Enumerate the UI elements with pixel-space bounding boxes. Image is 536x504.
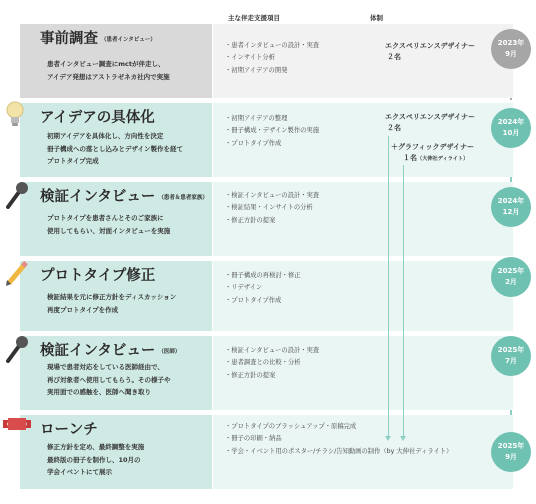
arrow-down-icon	[385, 436, 391, 441]
phase-title: 事前調査 （患者インタビュー）	[40, 31, 156, 47]
phase-detail	[213, 103, 513, 177]
microphone-icon	[4, 334, 30, 364]
phase-summary	[20, 24, 212, 98]
lightbulb-icon	[4, 100, 26, 130]
phase-detail	[213, 182, 513, 256]
support-items: ・ 初期アイデアの整理 ・ 冊子構成・デザイン製作の実施 ・ プロトタイプ作成	[225, 113, 319, 150]
phase-detail	[213, 415, 513, 489]
phase-row-prototype-fix	[0, 261, 536, 331]
phase-title: 検証インタビュー （患者＆患者家族）	[40, 189, 208, 205]
support-items: ・ プロトタイプのブラッシュアップ・原稿完成 ・ 冊子の印刷・納品 ・ 学会・イベント用のポスター/チラシ/告知動画の制作（by 大伸社ディライト）	[225, 421, 452, 458]
arrow-line	[388, 136, 389, 436]
date-badge: 2025年 7月	[491, 336, 531, 376]
date-badge: 2024年 12月	[491, 187, 531, 227]
phase-summary	[20, 103, 212, 177]
phase-description: 検証結果を元に修正方針をディスカッション 再度プロトタイプを作成	[47, 293, 177, 314]
phase-row-pre-research	[0, 24, 536, 98]
phase-title: ローンチ	[40, 422, 98, 438]
pencil-icon	[4, 259, 30, 287]
date-badge: 2025年 2月	[491, 257, 531, 297]
phase-title: アイデアの具体化	[40, 110, 155, 126]
phase-row-idea	[0, 103, 536, 177]
arrow-down-icon	[400, 436, 406, 441]
support-items: ・ 患者インタビューの設計・実査 ・ インサイト分析 ・ 初期アイデアの開発	[225, 40, 319, 77]
support-items: ・ 検証インタビューの設計・実査 ・ 検証結果・インサイトの分析 ・ 修正方針の提案	[225, 190, 319, 227]
phase-description: 初期アイデアを具体化し、方向性を決定 冊子構成への落とし込みとデザイン製作を経て プロトタイプ完成	[47, 132, 184, 165]
phase-description: プロトタイプを患者さんとそのご家族に 使用してもらい、対面インタビューを実施	[47, 214, 171, 235]
phase-row-launch	[0, 415, 536, 489]
team-system-extra: ＋グラフィックデザイナー １名（大伸社ディライト）	[391, 143, 474, 162]
support-items: ・ 検証インタビューの設計・実査 ・ 患者調査との比較・分析 ・ 修正方針の提案	[225, 345, 319, 382]
phase-description: 現場で患者対応をしている医師経由で、 再び対象者へ使用してもらう。その様子や 実用面での感触を、医師へ聞き取り	[47, 363, 171, 396]
phase-title: 検証インタビュー （医師）	[40, 343, 181, 359]
ribbon-icon	[3, 417, 31, 433]
phase-summary	[20, 415, 212, 489]
phase-description: 患者インタビュー調査にmctが伴走し、 アイデア発想はアストラゼネカ社内で実施	[47, 60, 170, 81]
phase-row-verification-patient	[0, 182, 536, 256]
arrow-line	[403, 165, 404, 436]
phase-description: 修正方針を定め、最終調整を実施 最終版の冊子を制作し、10月の 学会イベントにて展示	[47, 443, 145, 476]
phase-detail	[213, 261, 513, 331]
phase-row-verification-doctor	[0, 336, 536, 410]
date-badge: 2025年 9月	[491, 432, 531, 472]
date-badge: 2023年 9月	[491, 29, 531, 69]
support-items: ・ 冊子構成の再検討・修正 ・ リデザイン ・ プロトタイプ作成	[225, 270, 301, 307]
phase-detail	[213, 336, 513, 410]
team-system: エクスペリエンスデザイナー ２名	[385, 113, 475, 132]
system-header: 体制	[370, 14, 383, 22]
team-system: エクスペリエンスデザイナー ２名	[385, 42, 475, 61]
phase-title: プロトタイプ修正	[40, 268, 156, 284]
microphone-icon	[4, 180, 30, 210]
phase-summary	[20, 182, 212, 256]
support-header: 主な伴走支援項目	[228, 14, 280, 22]
date-badge: 2024年 10月	[491, 108, 531, 148]
phase-summary	[20, 336, 212, 410]
phase-detail	[213, 24, 513, 98]
phase-summary	[20, 261, 212, 331]
